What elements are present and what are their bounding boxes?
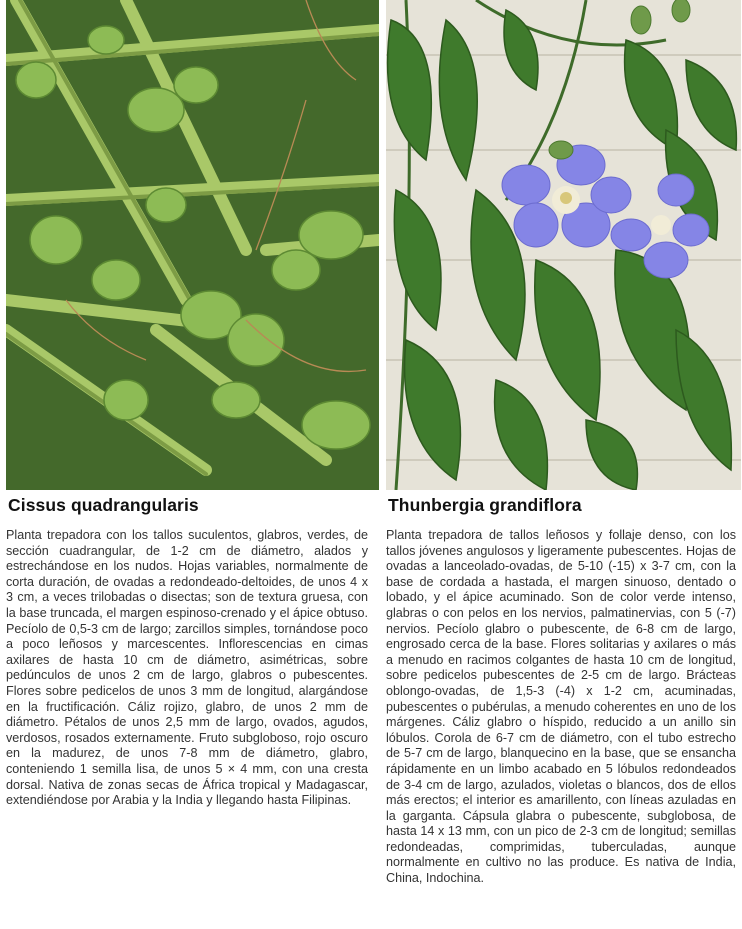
cissus-description: Planta trepadora con los tallos suculentos, glabros, verdes, de sección cuadrangular, de 1-2 cm de diámetro, alados y estrechándose en los nudos. Hojas variables, normalmente de corta duración, de ovadas a redondeado-deltoides, de unos 4 x 3 cm, a veces trilobadas o disectas; son de textura gruesa, con la base truncada, el margen espinoso-crenado y el ápice obtuso. Pecíolo de 0,5-3 cm de largo; zarcillos simples, tornándose poco a poco leñosos y marcescentes. Inflorescencias en cimas axilares de hasta 10 cm de diámetro, asimétricas, sobre pedúnculos de unos 2 cm de largo, glabros o pubescentes. Flores sobre pedicelos de unos 3 mm de longitud, alargándose en la fructificación. Cáliz rojizo, glabro, de unos 2 mm de diámetro. Pétalos de unos 2,5 mm de largo, ovados, agudos, verdosos, rosados externamente. Fruto subgloboso, rojo oscuro en la madurez, de unos 7-8 mm de diámetro, glabro, conteniendo 1 semilla lisa, de unos 5 × 4 mm, con una cresta dorsal. Nativa de zonas secas de África tropical y Madagascar, extendiéndose por Arabia y la India y llegando hasta Filipinas. xyxy=(6,528,368,808)
thunbergia-description: Planta trepadora de tallos leñosos y follaje denso, con los tallos jóvenes angulosos y ligeramente pubescentes. Hojas de ovadas a lanceolado-ovadas, de 5-10 (-15) x 3-7 cm, con la base de cordada a hastada, el margen sinuoso, dentado o lobado, y el ápice acuminado. Son de color verde intenso, glabras o con pelos en los nervios, palmatinervias, con 5 (-7) nervios. Pecíolo glabro o pubescente, de 6-8 cm de largo, engrosado cerca de la base. Flores solitarias y axilares o más a menudo en racimos colgantes de hasta 10 cm de longitud, sobre pedicelos pubescentes de 2-5 cm de largo. Brácteas oblongo-ovadas, de 1,5-3 (-4) x 1-2 cm, acuminadas, pubescentes o pubérulas, a menudo coherentes en uno de los márgenes. Cáliz glabro o híspido, reducido a un anillo sin lóbulos. Corola de 6-7 cm de diámetro, con el tubo estrecho de 5-7 cm de largo, blanquecino en la base, que se ensancha rápidamente en un limbo acabado en 5 lóbulos redondeados de 3-4 cm de largo, azulados, violetas o blancos, dos de ellos más erectos; el interior es amarillento, con líneas azuladas en la garganta. Cápsula glabra o pubescente, subglobosa, de hasta 14 x 13 mm, con un pico de 2-3 cm de longitud; semillas redondeadas, comprimidas, tuberculadas, aunque normalmente en cultivo no las produce. Es nativa de India, China, Indochina. xyxy=(386,528,736,886)
thunbergia-illustration xyxy=(386,0,741,490)
thunbergia-title: Thunbergia grandiflora xyxy=(388,495,582,515)
cissus-title: Cissus quadrangularis xyxy=(8,495,199,515)
cissus-illustration xyxy=(6,0,379,490)
thunbergia-photo xyxy=(386,0,741,490)
cissus-photo xyxy=(6,0,379,490)
